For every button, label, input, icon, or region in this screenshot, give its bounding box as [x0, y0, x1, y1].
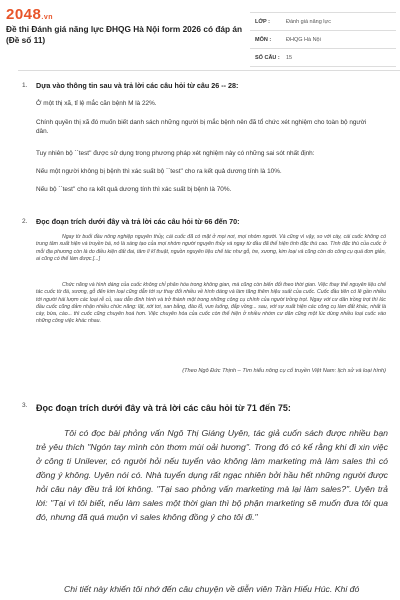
document-title: Đề thi Đánh giá năng lực ĐHQG Hà Nội form 2026 có đáp án (Đề số 11) — [6, 24, 243, 45]
question-number: 1. — [22, 82, 28, 89]
question-paragraph: Ngay từ buổi đầu nông nghiệp nguyên thủy, cái cuốc đã có mặt ở mọi nơi, mọi nhóm người. Và cũng vì vậy, so với cày, cái cuốc không có trung tâm xuất hiện và truyền bá, nó là sáng tạo của mọi nhóm người nguyên thủy và ngay từ đầu đã thể hiện tính đặc thù cao. Tính đặc thù của cuốc ở mỗi địa phương còn là do điều kiện đất đai, tâm lí kĩ thuật, nguồn nguyên liệu chế tác như gỗ, tre, xương, kim loại và cũng còn do công cụ quá đơn giản, ai cũng có thể làm được.[...] — [36, 234, 386, 262]
meta-value: ĐHQG Hà Nội — [286, 36, 321, 43]
question-title: Dựa vào thông tin sau và trả lời các câu hỏi từ câu 26 -- 28: — [36, 81, 239, 90]
meta-row-class — [250, 13, 396, 31]
question-paragraph: Chức năng và hình dáng của cuốc không chỉ phân hóa trong không gian, mà cũng còn biến đổi theo thời gian. Việc thay thế nguyên liệu chế tác cuốc từ đá, xương, gỗ đến kim loại cũng dẫn tới sự thay đổi nhiều về hình dáng và làm tăng thêm hiệu suất của cuốc. Cuốc đầu tiên có lẽ gần nhiều tới người hái lượm các loại rễ củ, sau dẫn đình hình và trở thành một trong những công cụ chính của người trồng trọt. Ngay với cư dân trồng trọt thì lúc đầu cuốc cũng đảm nhận nhiều chức năng: lật, xới tơi, san bằng, đào lỗ, vun luống, đắp vồng... sau, với sự xuất hiện các công cụ làm đất khác, nhất là cày, bừa, cào... thì cuốc cũng chuyên hoá hơn. Việc chuyên hóa của cuốc còn thể hiện ở nhiều nhóm cư dân cũng một lúc dùng nhiều loại cuốc vào những công việc khác nhau. — [36, 282, 386, 325]
question-title: Đọc đoạn trích dưới đây và trả lời các câu hỏi từ 71 đến 75: — [36, 403, 291, 413]
question-paragraph: Tôi có đọc bài phỏng vấn Ngô Thị Giáng Uyên, tác giả cuốn sách được nhiều bạn trẻ yêu thích "Ngón tay mình còn thơm mùi oải hương". Trong đó có kể rằng khi đi xin việc ở công ti Unilever, có người hỏi nếu tuyển vào không làm marketing mà làm sales thì có đồng ý không. Uyên nói có. Nhà tuyển dụng rất ngạc nhiên bởi hầu hết những người được hỏi câu này đều trả lời không. "Tại sao phỏng vấn marketing mà lại làm sales?". Uyên trả lời: "Tại vì tôi biết, nếu làm sales một thời gian thì bộ phận marketing sẽ muốn đưa tôi qua đó, nhưng đã quá muộn vì sales không đồng ý cho tôi đi." — [36, 428, 388, 522]
question-paragraph: Chi tiết này khiến tôi nhớ đến câu chuyện về diễn viên Trần Hiểu Húc. Khi đó — [64, 584, 360, 594]
logo-suffix: .vn — [41, 14, 53, 21]
meta-row-subject — [250, 31, 396, 49]
question-title: Đọc đoạn trích dưới đây và trả lời các câu hỏi từ 66 đến 70: — [36, 217, 240, 226]
question-paragraph: Tuy nhiên bộ ``test'' được sử dụng trong phương pháp xét nghiệm này có những sai sót nhất định: — [36, 150, 315, 157]
site-logo[interactable] — [6, 6, 53, 23]
question-number: 2. — [22, 218, 28, 225]
logo-main: 2048 — [6, 6, 42, 23]
meta-key: LỚP : — [255, 18, 270, 25]
document-header — [0, 0, 400, 66]
question-paragraph: Ở một thị xã, tỉ lệ mắc căn bệnh M là 22%. — [36, 100, 157, 107]
header-divider — [18, 70, 400, 71]
question-paragraph: Nếu bộ ``test'' cho ra kết quả dương tính thì xác suất bị bệnh là 70%. — [36, 186, 232, 193]
meta-key: MÔN : — [255, 36, 272, 43]
question-paragraph: Chính quyền thị xã đó muốn biết danh sách những người bị mắc bệnh nên đã tổ chức xét nghiệm cho toàn bộ người dân. — [36, 119, 367, 135]
question-paragraph: Nếu một người không bị bệnh thì xác suất bộ ``test'' cho ra kết quả dương tính là 10%. — [36, 168, 282, 175]
meta-table — [250, 12, 396, 67]
meta-row-count — [250, 49, 396, 67]
meta-value: Đánh giá năng lực — [286, 18, 331, 25]
meta-key: SỐ CÂU : — [255, 54, 280, 61]
meta-value: 15 — [286, 54, 293, 61]
source-citation: (Theo Ngô Đức Thịnh – Tìm hiểu nông cụ cổ truyền Việt Nam: lịch sử và loại hình) — [182, 368, 386, 374]
question-number: 3. — [22, 402, 28, 409]
